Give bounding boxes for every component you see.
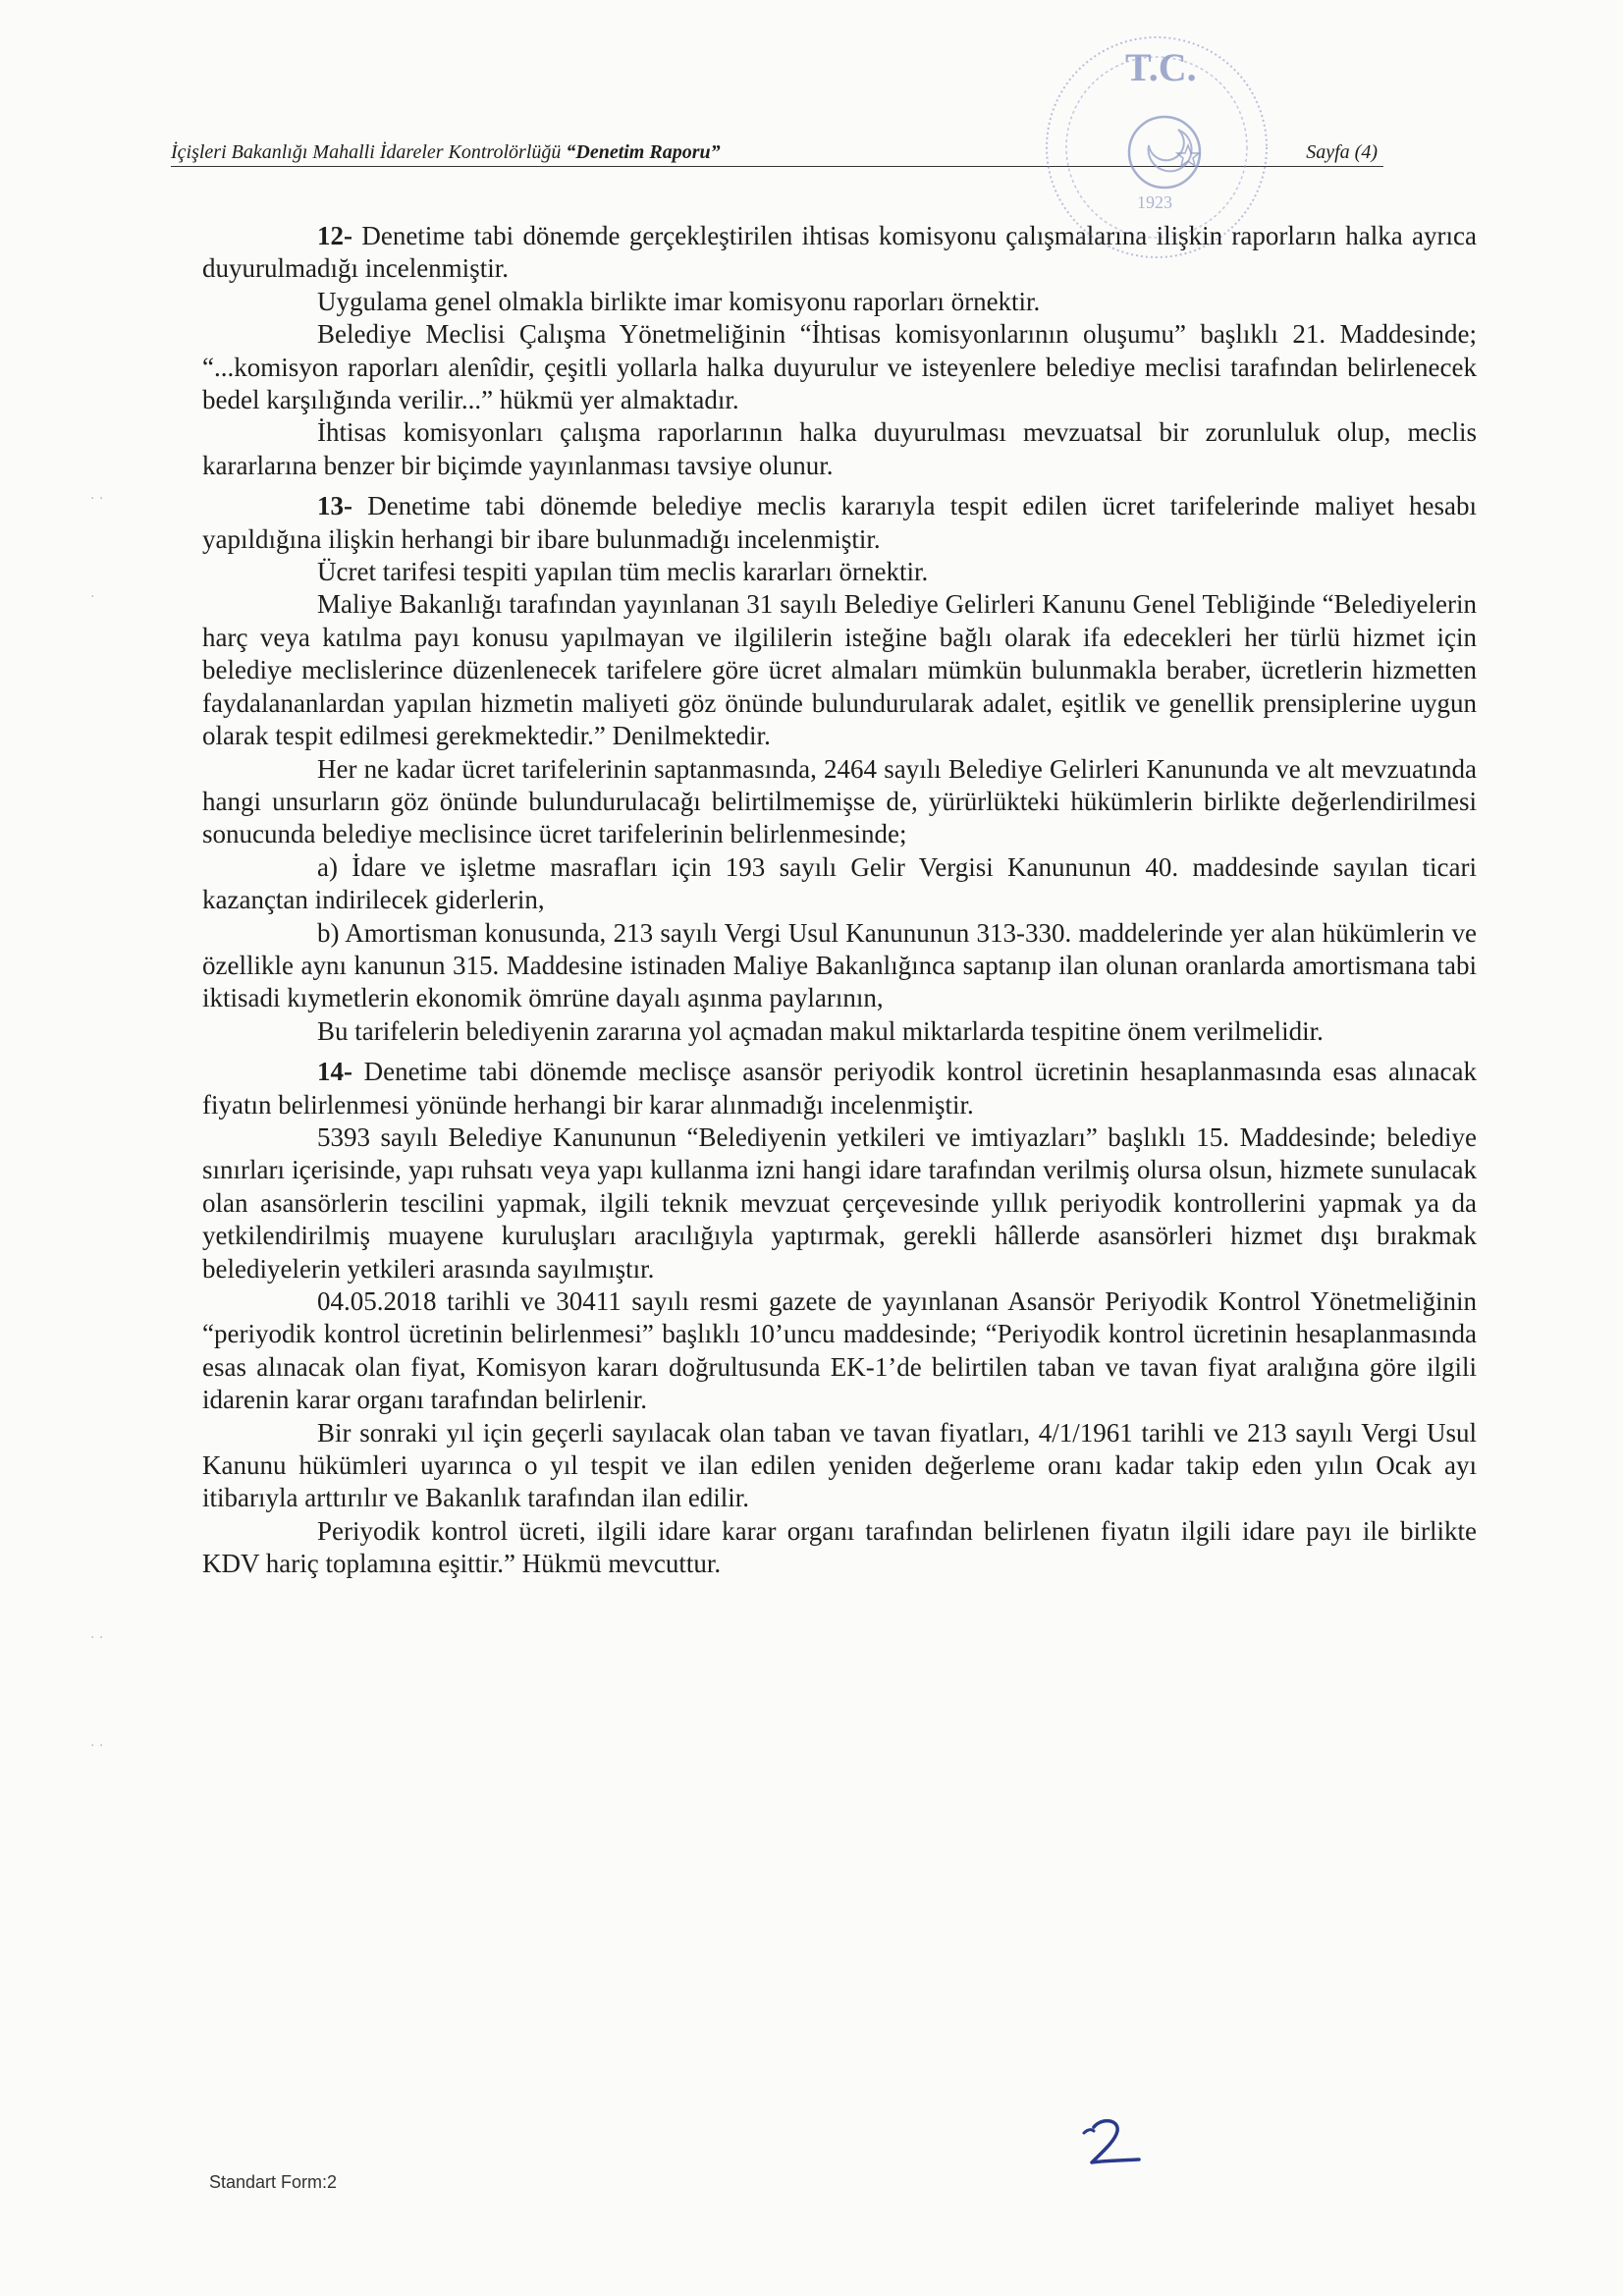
body-paragraph — [202, 318, 1477, 416]
body-paragraph — [202, 1015, 1477, 1048]
body-paragraph — [202, 917, 1477, 1015]
body-paragraph — [202, 1515, 1477, 1581]
paragraph-text: Ücret tarifesi tespiti yapılan tüm meclis kararları örnektir. — [317, 557, 929, 587]
paragraph-text: Her ne kadar ücret tarifelerinin saptanmasında, 2464 sayılı Belediye Gelirleri Kanununda ve alt mevzuatında hangi unsurların göz önünde bulundurulacağı belirtilmemişse de, yürürlükteki hükümlerin birlikte değerlendirilmesi sonucunda belediye meclisince ücret tarifelerinin belirlenmesinde; — [202, 753, 1477, 849]
margin-speck: · · — [90, 491, 104, 507]
paragraph-text: a) İdare ve işletme masrafları için 193 sayılı Gelir Vergisi Kanununun 40. maddesinde sayılan ticari kazançtan indirilecek giderlerin, — [202, 851, 1477, 915]
page-number: Sayfa (4) — [1306, 141, 1378, 163]
paragraph-text: 04.05.2018 tarihli ve 30411 sayılı resmi gazete de yayınlanan Asansör Periyodik Kontrol Yönetmeliğinin “periyodik kontrol ücretinin belirlenmesi” başlıklı 10’uncu maddesinde; “Periyodik kontrol ücretinin hesaplanmasında esas alınacak olan fiyat, Komisyon kararı doğrultusunda EK-1’de belirtilen taban ve tavan fiyat aralığına göre ilgili idarenin karar organı tarafından belirlenir. — [202, 1286, 1477, 1415]
paragraph-text: Denetime tabi dönemde gerçekleştirilen ihtisas komisyonu çalışmalarına ilişkin raporların halka ayrıca duyurulmadığı incelenmiştir. — [202, 221, 1477, 284]
paragraph-text: Denetime tabi dönemde belediye meclis kararıyla tespit edilen ücret tarifelerinde maliyet hesabı yapıldığına ilişkin herhangi bir ibare bulunmadığı incelenmiştir. — [202, 491, 1477, 554]
handwritten-page-mark — [1072, 2111, 1161, 2170]
paragraph-text: İhtisas komisyonları çalışma raporlarının halka duyurulması mevzuatsal bir zorunluluk olup, meclis kararlarına benzer bir biçimde yayınlanması tavsiye olunur. — [202, 417, 1477, 480]
body-paragraph — [202, 1417, 1477, 1515]
paragraph-text: Periyodik kontrol ücreti, ilgili idare karar organı tarafından belirlenen fiyatın ilgili idare payı ile birlikte KDV hariç toplamına eşittir.” Hükmü mevcuttur. — [202, 1515, 1477, 1579]
section-paragraph — [202, 490, 1477, 556]
form-footer: Standart Form:2 — [209, 2172, 338, 2192]
paragraph-text: Uygulama genel olmakla birlikte imar komisyonu raporları örnektir. — [317, 286, 1041, 316]
body-paragraph — [202, 416, 1477, 482]
paragraph-text: Bu tarifelerin belediyenin zararına yol açmadan makul miktarlarda tespitine önem verilmelidir. — [317, 1015, 1324, 1046]
body-paragraph — [202, 753, 1477, 851]
report-title-name: “Denetim Raporu” — [566, 141, 721, 163]
margin-speck: · — [90, 589, 95, 605]
paragraph-text: b) Amortisman konusunda, 213 sayılı Vergi Usul Kanununun 313-330. maddelerinde yer alan hükümlerin ve özellikle aynı kanunun 315. Maddesine istinaden Maliye Bakanlığınca saptanıp ilan olunan oranlarda amortismana tabi iktisadi kıymetlerin ekonomik ömrüne dayalı aşınma paylarının, — [202, 917, 1477, 1013]
paragraph-text: Maliye Bakanlığı tarafından yayınlanan 31 sayılı Belediye Gelirleri Kanunu Genel Tebliğinde “Belediyelerin harç veya katılma payı konusu yapılmayan ve ilgililerin isteğine bağlı olarak ifa edecekleri her türlü hizmet için belediye meclislerince düzenlenecek tarifelere göre ücret almaları mümkün bulunmakla beraber, ücretlerin hizmetten faydalananlardan yapılan hizmetin maliyeti göz önünde bulundurularak adalet, eşitlik ve genellik prensiplerine uygun olarak tespit edilmesi gerekmektedir.” Denilmektedir. — [202, 589, 1477, 751]
margin-speck: · · — [90, 1630, 104, 1646]
stamp-top-text: T.C. — [1125, 45, 1197, 89]
section-paragraph — [202, 220, 1477, 286]
margin-speck: · · — [90, 1738, 104, 1754]
paragraph-text: Belediye Meclisi Çalışma Yönetmeliğinin “İhtisas komisyonlarının oluşumu” başlıklı 21. Maddesinde; “...komisyon raporları alenîdir, çeşitli yollarla halka duyurulur ve isteyenlere belediye meclisi tarafından belirlenecek bedel karşılığında verilir...” hükmü yer almaktadır. — [202, 319, 1477, 415]
report-body — [202, 212, 1477, 1581]
body-paragraph — [202, 1285, 1477, 1417]
section-number: 14- — [317, 1057, 352, 1087]
stamp-year: 1923 — [1137, 192, 1172, 212]
section-number: 12- — [317, 221, 352, 250]
body-paragraph — [202, 1121, 1477, 1285]
body-paragraph — [202, 556, 1477, 588]
paragraph-text: 5393 sayılı Belediye Kanununun “Belediyenin yetkileri ve imtiyazları” başlıklı 15. Maddesinde; belediye sınırları içerisinde, yapı ruhsatı veya yapı kullanma izni hangi idare tarafından verilmiş olursa olsun, hizmete sunulacak olan asansörlerin tescilini yapmak, ilgili teknik mevzuat çerçevesinde yıllık periyodik kontrollerini yapmak ya da yetkilendirilmiş muayene kuruluşları aracılığıyla yaptırmak, gerekli hâllerde asansörleri hizmet dışı bırakmak belediyelerin yetkileri arasında sayılmıştır. — [202, 1121, 1477, 1284]
body-paragraph — [202, 286, 1477, 318]
section-number: 13- — [317, 491, 352, 521]
body-paragraph — [202, 851, 1477, 917]
report-title-prefix: İçişleri Bakanlığı Mahalli İdareler Kontrolörlüğü — [171, 141, 567, 163]
section-paragraph — [202, 1056, 1477, 1121]
body-paragraph — [202, 588, 1477, 752]
paragraph-text: Bir sonraki yıl için geçerli sayılacak olan taban ve tavan fiyatları, 4/1/1961 tarihli ve 213 sayılı Vergi Usul Kanunu hükümleri uyarınca o yıl tespit ve ilan edilen yeniden değerleme oranı kadar takip eden yılın Ocak ayı itibarıyla arttırılır ve Bakanlık tarafından ilan edilir. — [202, 1417, 1477, 1513]
paragraph-text: Denetime tabi dönemde meclisçe asansör periyodik kontrol ücretinin hesaplanmasında esas alınacak fiyatın belirlenmesi yönünde herhangi bir karar alınmadığı incelenmiştir. — [202, 1057, 1477, 1120]
report-title — [171, 139, 721, 165]
